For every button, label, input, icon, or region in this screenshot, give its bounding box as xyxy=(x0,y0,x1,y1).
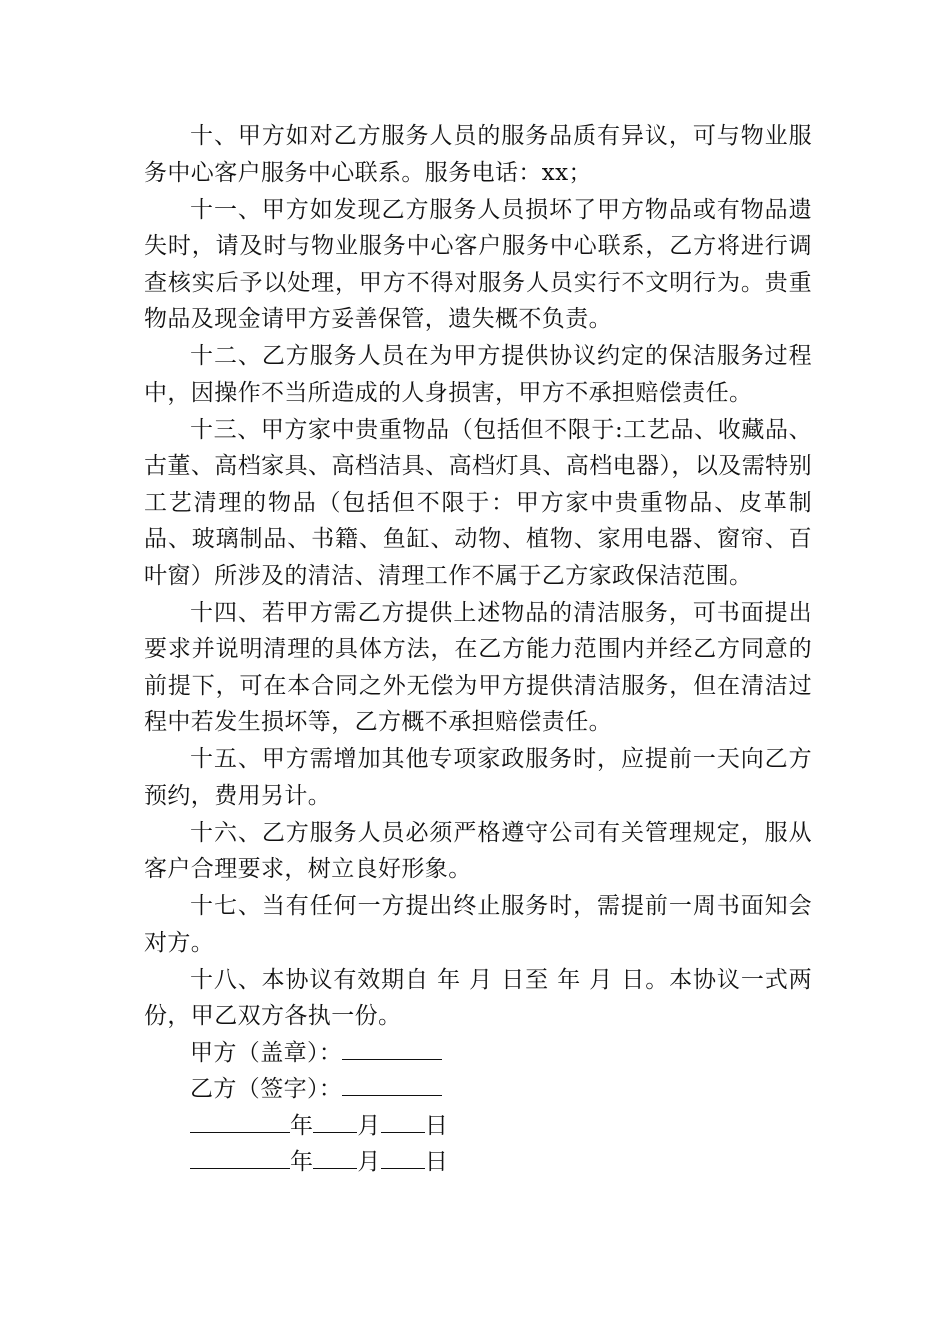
year-label: 年 xyxy=(290,1112,314,1139)
party-a-signature-blank xyxy=(342,1035,442,1060)
month-blank xyxy=(313,1108,357,1133)
party-b-label: 乙方（签字）： xyxy=(190,1076,343,1102)
month-label: 月 xyxy=(357,1149,381,1175)
clause-16: 十六、乙方服务人员必须严格遵守公司有关管理规定，服从客户合理要求，树立良好形象。 xyxy=(144,819,812,882)
day-label: 日 xyxy=(424,1112,449,1139)
year-blank xyxy=(190,1144,290,1169)
clause-13: 十三、甲方家中贵重物品（包括但不限于:工艺品、收藏品、古董、高档家具、高档洁具、高档灯具、高档电器），以及需特别工艺清理的物品（包括但不限于：甲方家中贵重物品、皮革制品、玻璃制品、书籍、鱼缸、动物、植物、家用电器、窗帘、百叶窗）所涉及的清洁、清理工作不属于乙方家政保洁范围。 xyxy=(144,416,812,589)
clause-11: 十一、甲方如发现乙方服务人员损坏了甲方物品或有物品遗失时，请及时与物业服务中心客户服务中心联系，乙方将进行调查核实后予以处理，甲方不得对服务人员实行不文明行为。贵重物品及现金请甲方妥善保管，遗失概不负责。 xyxy=(144,196,812,332)
clause-12: 十二、乙方服务人员在为甲方提供协议约定的保洁服务过程中，因操作不当所造成的人身损害，甲方不承担赔偿责任。 xyxy=(144,343,812,406)
agreement-body xyxy=(144,118,812,1181)
party-b-signature-line xyxy=(144,1071,812,1108)
clause-10: 十、甲方如对乙方服务人员的服务品质有异议，可与物业服务中心客户服务中心联系。服务电话：xx； xyxy=(144,123,812,186)
month-label: 月 xyxy=(357,1112,381,1139)
clause-17: 十七、当有任何一方提出终止服务时，需提前一周书面知会对方。 xyxy=(144,893,812,956)
party-a-signature-line xyxy=(144,1035,812,1072)
day-blank xyxy=(381,1144,425,1169)
date-line-a xyxy=(144,1108,812,1145)
party-b-signature-blank xyxy=(342,1071,442,1096)
year-blank xyxy=(190,1108,290,1133)
clause-18: 十八、本协议有效期自 年 月 日至 年 月 日。本协议一式两份，甲乙双方各执一份。 xyxy=(144,966,812,1029)
party-a-label: 甲方（盖章）： xyxy=(190,1039,343,1066)
clause-14: 十四、若甲方需乙方提供上述物品的清洁服务，可书面提出要求并说明清理的具体方法，在乙方能力范围内并经乙方同意的前提下，可在本合同之外无偿为甲方提供清洁服务，但在清洁过程中若发生损坏等，乙方概不承担赔偿责任。 xyxy=(144,599,812,735)
day-blank xyxy=(381,1108,425,1133)
clause-15: 十五、甲方需增加其他专项家政服务时，应提前一天向乙方预约，费用另计。 xyxy=(144,746,812,809)
day-label: 日 xyxy=(424,1149,449,1175)
date-line-b xyxy=(144,1144,812,1181)
year-label: 年 xyxy=(290,1149,314,1175)
month-blank xyxy=(313,1144,357,1169)
